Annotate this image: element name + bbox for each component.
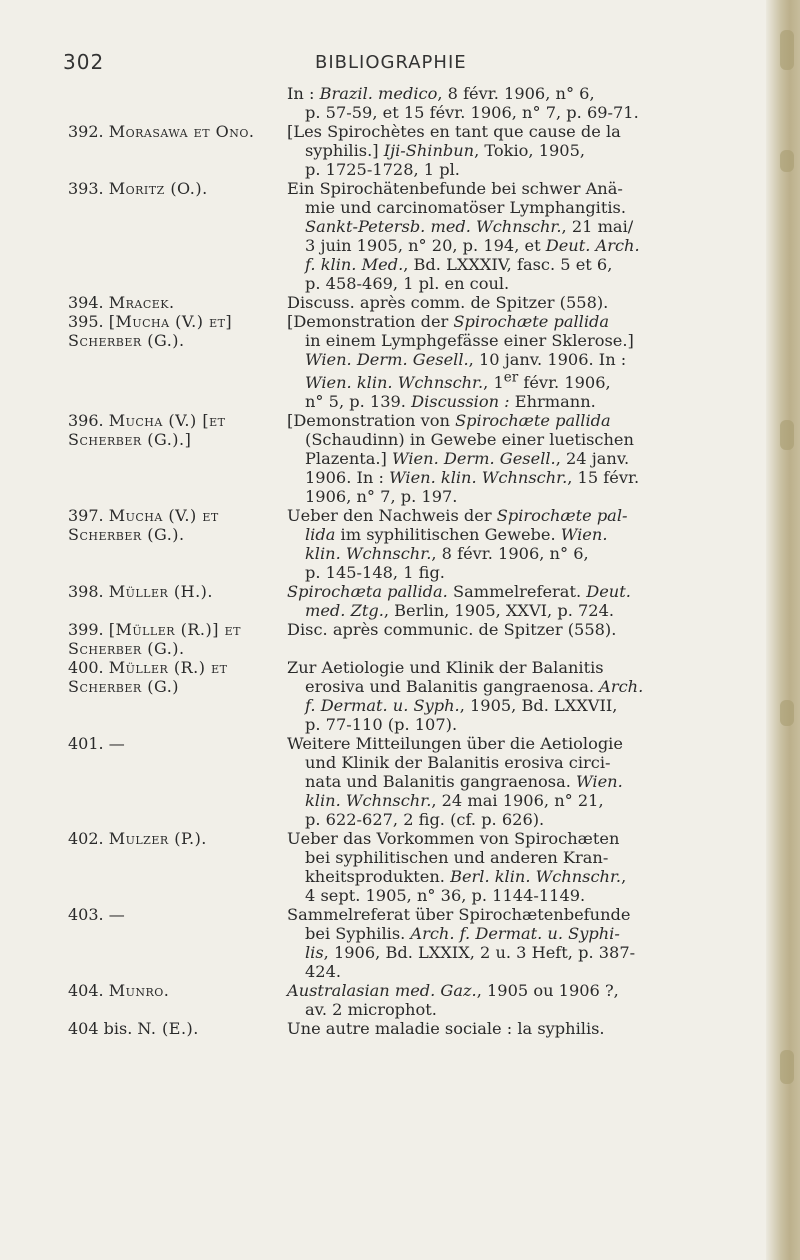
page-number: 302: [63, 50, 105, 74]
citation-line: Wien. Derm. Gesell., 10 janv. 1906. In :: [305, 350, 627, 369]
bibliography-list: [0, 84, 780, 1038]
citation-line: Discuss. après comm. de Spitzer (558).: [287, 293, 609, 312]
citation-line: p. 458-469, 1 pl. en coul.: [305, 274, 510, 293]
citation-line: mie und carcinomatöser Lymphangitis.: [305, 198, 626, 217]
citation-line: [Les Spirochètes en tant que cause de la: [287, 122, 621, 141]
bibliography-entry: [0, 293, 780, 312]
entry-author-name: —: [108, 905, 126, 925]
citation-line: 424.: [305, 962, 342, 982]
entry-author: [68, 981, 288, 1000]
bibliography-entry: [0, 905, 780, 981]
entry-author: [68, 293, 288, 312]
bibliography-entry: [0, 582, 780, 620]
bibliography-entry: [0, 658, 780, 734]
citation-line: f. klin. Med., Bd. LXXXIV, fasc. 5 et 6,: [305, 255, 613, 274]
citation-line: 1906. In : Wien. klin. Wchnschr., 15 févr.: [305, 468, 640, 488]
entry-author-name: Mracek.: [108, 293, 175, 312]
entry-citation: [287, 658, 747, 734]
citation-line: 3 juin 1905, n° 20, p. 194, et Deut. Arch.: [305, 236, 640, 255]
citation-line: 4 sept. 1905, n° 36, p. 1144-1149.: [305, 886, 586, 906]
entry-author-name: [Müller (R.)] et Scherber (G.).: [68, 620, 241, 659]
citation-line: nata und Balanitis gangraenosa. Wien.: [305, 772, 623, 792]
entry-author: [68, 312, 288, 350]
citation-line: Ueber das Vorkommen von Spirochæten: [287, 829, 620, 849]
citation-line: p. 57-59, et 15 févr. 1906, n° 7, p. 69-71.: [305, 103, 639, 122]
bibliography-entry: [0, 411, 780, 506]
citation-line: [Demonstration der Spirochæte pallida: [287, 312, 610, 331]
entry-author: [68, 829, 288, 848]
entry-citation: [287, 734, 747, 829]
citation-line: lida im syphilitischen Gewebe. Wien.: [305, 525, 608, 545]
citation-line: Sammelreferat über Spirochætenbefunde: [287, 905, 631, 925]
citation-line: Plazenta.] Wien. Derm. Gesell., 24 janv.: [305, 449, 630, 469]
entry-number: 401.: [68, 734, 109, 754]
citation-line: Zur Aetiologie und Klinik der Balanitis: [287, 658, 604, 678]
entry-author-name: [Mucha (V.) et] Scherber (G.).: [68, 312, 233, 350]
citation-line: p. 1725-1728, 1 pl.: [305, 160, 460, 179]
entry-author: [68, 1019, 288, 1038]
bibliography-entry: [0, 829, 780, 905]
entry-citation: [287, 122, 747, 179]
citation-line: lis, 1906, Bd. LXXIX, 2 u. 3 Heft, p. 387-: [305, 943, 636, 963]
bibliography-entry: [0, 122, 780, 179]
citation-line: erosiva und Balanitis gangraenosa. Arch.: [305, 677, 644, 697]
entry-author-name: —: [108, 734, 126, 754]
entry-author-name: Müller (R.) et Scherber (G.): [68, 658, 228, 697]
citation-line: f. Dermat. u. Syph., 1905, Bd. LXXVII,: [305, 696, 618, 716]
entry-author-name: Munro.: [108, 981, 170, 1001]
citation-line: Spirochæta pallida. Sammelreferat. Deut.: [287, 582, 631, 602]
entry-number: 396.: [68, 411, 109, 431]
entry-author: [68, 122, 288, 141]
citation-line: [287, 639, 747, 658]
running-title: BIBLIOGRAPHIE: [315, 52, 467, 73]
entry-author-name: Moritz (O.).: [108, 179, 208, 198]
bibliography-entry: [0, 620, 780, 658]
citation-line: Ueber den Nachweis der Spirochæte pal-: [287, 506, 628, 526]
entry-number: 404 bis.: [68, 1019, 138, 1039]
citation-line: n° 5, p. 139. Discussion : Ehrmann.: [305, 392, 596, 412]
entry-author-name: Mucha (V.) [et Scherber (G.).]: [68, 411, 226, 450]
entry-author: [68, 620, 288, 658]
entry-number: 404.: [68, 981, 109, 1001]
entry-author: [68, 905, 288, 924]
citation-line: Weitere Mitteilungen über die Aetiologie: [287, 734, 623, 754]
citation-line: Australasian med. Gaz., 1905 ou 1906 ?,: [287, 981, 619, 1001]
entry-author-name: Müller (H.).: [108, 582, 213, 602]
entry-number: 394.: [68, 293, 109, 312]
citation-line: kheitsprodukten. Berl. klin. Wchnschr.,: [305, 867, 627, 887]
citation-line: klin. Wchnschr., 24 mai 1906, n° 21,: [305, 791, 604, 811]
citation-line: Une autre maladie sociale : la syphilis.: [287, 1019, 605, 1039]
entry-number: 402.: [68, 829, 109, 849]
entry-author-name: Mucha (V.) et Scherber (G.).: [68, 506, 219, 545]
citation-line: (Schaudinn) in Gewebe einer luetischen: [305, 430, 634, 450]
entry-citation: [287, 84, 747, 122]
entry-number: 393.: [68, 179, 109, 198]
citation-line: Ein Spirochätenbefunde bei schwer Anä-: [287, 179, 623, 198]
citation-line: p. 77-110 (p. 107).: [305, 715, 458, 735]
citation-line: p. 622-627, 2 fig. (cf. p. 626).: [305, 810, 545, 830]
citation-line: syphilis.] Iji-Shinbun, Tokio, 1905,: [305, 141, 586, 160]
citation-line: [Demonstration von Spirochæte pallida: [287, 411, 611, 431]
entry-number: 397.: [68, 506, 109, 526]
citation-line: bei Syphilis. Arch. f. Dermat. u. Syphi-: [305, 924, 620, 944]
entry-number: 403.: [68, 905, 109, 925]
citation-line: Disc. après communic. de Spitzer (558).: [287, 620, 617, 640]
entry-number: 395.: [68, 312, 109, 331]
bibliography-entry: [0, 179, 780, 293]
entry-number: 400.: [68, 658, 109, 678]
bibliography-entry: [0, 506, 780, 582]
entry-citation: [287, 293, 747, 312]
entry-number: 399.: [68, 620, 109, 640]
citation-line: klin. Wchnschr., 8 févr. 1906, n° 6,: [305, 544, 589, 564]
entry-author-name: N. (E.).: [137, 1019, 199, 1039]
bibliography-entry: [0, 312, 780, 411]
entry-author-name: Morasawa et Ono.: [108, 122, 255, 141]
entry-citation: [287, 411, 747, 506]
entry-author-name: Mulzer (P.).: [108, 829, 207, 849]
entry-citation: [287, 179, 747, 293]
entry-citation: [287, 506, 747, 582]
entry-citation: [287, 905, 747, 981]
entry-author: [68, 658, 288, 696]
entry-citation: [287, 312, 747, 411]
citation-line: Sankt-Petersb. med. Wchnschr., 21 mai/: [305, 217, 634, 236]
page-header: [0, 50, 800, 80]
citation-line: in einem Lymphgefässe einer Sklerose.]: [305, 331, 634, 350]
entry-number: 398.: [68, 582, 109, 602]
bibliography-entry: [0, 734, 780, 829]
entry-citation: [287, 582, 747, 620]
citation-line: und Klinik der Balanitis erosiva circi-: [305, 753, 611, 773]
bibliography-entry: [0, 1019, 780, 1038]
bibliography-entry: [0, 84, 780, 122]
citation-line: Wien. klin. Wchnschr., 1er févr. 1906,: [305, 370, 611, 393]
citation-line: av. 2 microphot.: [305, 1000, 437, 1020]
entry-citation: [287, 981, 747, 1019]
entry-author: [68, 179, 288, 198]
entry-number: 392.: [68, 122, 109, 141]
entry-citation: [287, 829, 747, 905]
entry-author: [68, 734, 288, 753]
entry-author: [68, 411, 288, 449]
entry-author: [68, 506, 288, 544]
entry-author: [68, 582, 288, 601]
citation-line: 1906, n° 7, p. 197.: [305, 487, 458, 507]
entry-citation: [287, 620, 747, 658]
bibliography-entry: [0, 981, 780, 1019]
citation-line: bei syphilitischen und anderen Kran-: [305, 848, 609, 868]
entry-citation: [287, 1019, 747, 1038]
citation-line: med. Ztg., Berlin, 1905, XXVI, p. 724.: [305, 601, 615, 621]
citation-line: In : Brazil. medico, 8 févr. 1906, n° 6,: [287, 84, 595, 103]
citation-line: p. 145-148, 1 fig.: [305, 563, 445, 583]
